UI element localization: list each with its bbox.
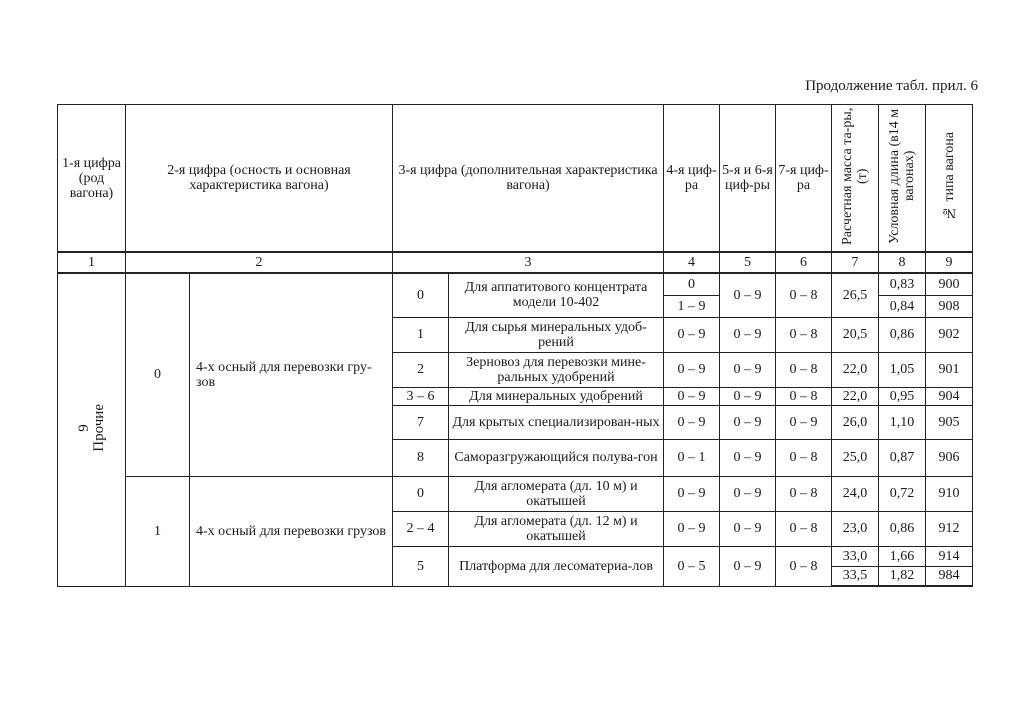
digit7-cell: 0 – 9	[776, 405, 832, 439]
digit3-cell: 8	[393, 439, 449, 476]
header-digit-5-6: 5-я и 6-я циф-ры	[720, 105, 776, 253]
col-number: 3	[393, 252, 664, 273]
header-digit-4: 4-я циф-ра	[664, 105, 720, 253]
digit7-cell: 0 – 8	[776, 352, 832, 387]
digit4-cell: 0 – 1	[664, 439, 720, 476]
header-row	[58, 105, 973, 253]
desc-cell: Саморазгружающийся полува-гон	[449, 439, 664, 476]
mass-cell: 20,5	[832, 317, 879, 352]
header-digit-1: 1-я цифра (род вагона)	[58, 105, 126, 253]
digit3-cell: 2 – 4	[393, 511, 449, 546]
col-number: 4	[664, 252, 720, 273]
length-cell: 1,66	[879, 546, 926, 566]
column-number-row	[58, 252, 973, 273]
length-cell: 0,83	[879, 273, 926, 295]
wagon-code-table	[57, 104, 973, 587]
desc-cell: Зерновоз для перевозки мине-ральных удобрений	[449, 352, 664, 387]
mass-cell: 22,0	[832, 387, 879, 405]
desc-cell: Для сырья минеральных удоб-рений	[449, 317, 664, 352]
digit4-cell: 0	[664, 273, 720, 295]
length-cell: 0,72	[879, 476, 926, 511]
type-cell: 912	[926, 511, 973, 546]
desc-cell: Для минеральных удобрений	[449, 387, 664, 405]
type-cell: 984	[926, 566, 973, 586]
subgroup-digit: 1	[126, 476, 190, 586]
col-number: 7	[832, 252, 879, 273]
digit7-cell: 0 – 8	[776, 476, 832, 511]
header-wagon-type: № типа вагона	[926, 105, 973, 253]
digit7-cell: 0 – 8	[776, 273, 832, 317]
col-number: 2	[126, 252, 393, 273]
desc-cell: Для агломерата (дл. 10 м) и окатышей	[449, 476, 664, 511]
digit56-cell: 0 – 9	[720, 352, 776, 387]
type-cell: 904	[926, 387, 973, 405]
subgroup-digit: 0	[126, 273, 190, 476]
digit56-cell: 0 – 9	[720, 405, 776, 439]
digit4-cell: 0 – 5	[664, 546, 720, 586]
digit4-cell: 0 – 9	[664, 405, 720, 439]
digit56-cell: 0 – 9	[720, 317, 776, 352]
col-number: 5	[720, 252, 776, 273]
length-cell: 0,95	[879, 387, 926, 405]
digit3-cell: 1	[393, 317, 449, 352]
length-cell: 1,05	[879, 352, 926, 387]
type-cell: 910	[926, 476, 973, 511]
mass-cell: 24,0	[832, 476, 879, 511]
mass-cell: 33,0	[832, 546, 879, 566]
digit4-cell: 0 – 9	[664, 352, 720, 387]
col-number: 1	[58, 252, 126, 273]
digit7-cell: 0 – 8	[776, 387, 832, 405]
subgroup-desc: 4-х осный для перевозки грузов	[190, 476, 393, 586]
length-cell: 0,84	[879, 295, 926, 317]
desc-cell: Для агломерата (дл. 12 м) и окатышей	[449, 511, 664, 546]
digit7-cell: 0 – 8	[776, 546, 832, 586]
desc-cell: Платформа для лесоматериа-лов	[449, 546, 664, 586]
digit4-cell: 0 – 9	[664, 317, 720, 352]
type-cell: 901	[926, 352, 973, 387]
length-cell: 0,87	[879, 439, 926, 476]
digit4-cell: 1 – 9	[664, 295, 720, 317]
digit56-cell: 0 – 9	[720, 273, 776, 317]
length-cell: 0,86	[879, 317, 926, 352]
header-digit-2: 2-я цифра (осность и основная характеристика вагона)	[126, 105, 393, 253]
group-digit: 9	[75, 424, 92, 432]
group-name: Прочие	[90, 403, 107, 452]
digit3-cell: 3 – 6	[393, 387, 449, 405]
digit3-cell: 2	[393, 352, 449, 387]
col-number: 9	[926, 252, 973, 273]
digit4-cell: 0 – 9	[664, 476, 720, 511]
type-cell: 908	[926, 295, 973, 317]
type-cell: 905	[926, 405, 973, 439]
type-cell: 900	[926, 273, 973, 295]
digit7-cell: 0 – 8	[776, 317, 832, 352]
col-number: 6	[776, 252, 832, 273]
mass-cell: 33,5	[832, 566, 879, 586]
type-cell: 906	[926, 439, 973, 476]
subgroup-desc: 4-х осный для перевозки гру-зов	[190, 273, 393, 476]
mass-cell: 26,0	[832, 405, 879, 439]
digit4-cell: 0 – 9	[664, 387, 720, 405]
digit56-cell: 0 – 9	[720, 511, 776, 546]
mass-cell: 23,0	[832, 511, 879, 546]
table-caption: Продолжение табл. прил. 6	[805, 78, 978, 94]
digit3-cell: 7	[393, 405, 449, 439]
digit7-cell: 0 – 8	[776, 439, 832, 476]
digit4-cell: 0 – 9	[664, 511, 720, 546]
header-conditional-length: Условная длина (в14 м вагонах)	[879, 105, 926, 253]
digit56-cell: 0 – 9	[720, 546, 776, 586]
desc-cell: Для аппатитового концентрата модели 10-402	[449, 273, 664, 317]
col-number: 8	[879, 252, 926, 273]
digit7-cell: 0 – 8	[776, 511, 832, 546]
digit56-cell: 0 – 9	[720, 476, 776, 511]
type-cell: 914	[926, 546, 973, 566]
digit56-cell: 0 – 9	[720, 387, 776, 405]
length-cell: 0,86	[879, 511, 926, 546]
mass-cell: 26,5	[832, 273, 879, 317]
digit3-cell: 5	[393, 546, 449, 586]
digit3-cell: 0	[393, 476, 449, 511]
type-cell: 902	[926, 317, 973, 352]
digit56-cell: 0 – 9	[720, 439, 776, 476]
length-cell: 1,10	[879, 405, 926, 439]
length-cell: 1,82	[879, 566, 926, 586]
group-cell	[58, 273, 126, 586]
header-digit-3: 3-я цифра (дополнительная характеристика вагона)	[393, 105, 664, 253]
desc-cell: Для крытых специализирован-ных	[449, 405, 664, 439]
header-digit-7: 7-я циф-ра	[776, 105, 832, 253]
header-tare-mass: Расчетная масса та-ры, (т)	[832, 105, 879, 253]
mass-cell: 22,0	[832, 352, 879, 387]
table-row	[58, 476, 973, 511]
digit3-cell: 0	[393, 273, 449, 317]
mass-cell: 25,0	[832, 439, 879, 476]
table-row	[58, 273, 973, 295]
